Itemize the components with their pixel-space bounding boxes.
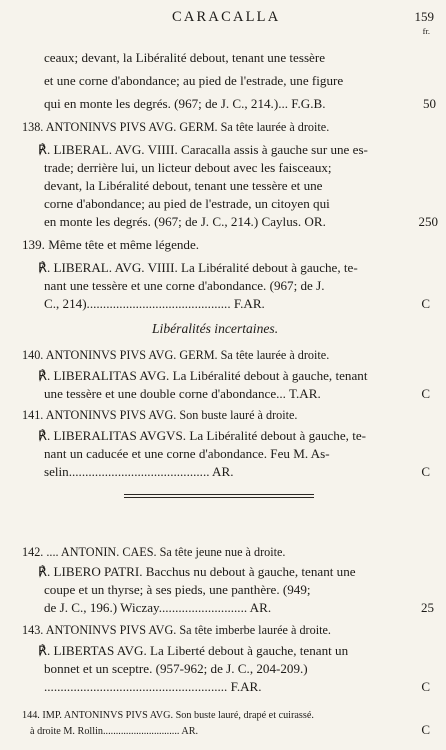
entry-heading: 144. IMP. ANTONINVS PIVS AVG. Son buste lauré, drapé et cuirassé. — [22, 710, 314, 721]
rarity-value: C — [421, 464, 430, 479]
entry-text-line: ceaux; devant, la Libéralité debout, tenant une tessère — [44, 50, 326, 65]
entry-text-line: bonnet et un sceptre. (957-962; de J. C., 204-209.) — [44, 661, 308, 676]
reverse-line: ℟. LIBERAL. AVG. VIIII. Caracalla assis à gauche sur une es- — [38, 142, 368, 157]
entry-text-line: en monte les degrés. (967; de J. C., 214.) Caylus. OR. — [44, 214, 326, 229]
entry-heading: 139. Même tête et même légende. — [22, 237, 200, 252]
entry-text-line: corne d'abondance; au pied de l'estrade, un citoyen qui — [44, 196, 330, 211]
entry-text-line: à droite M. Rollin.............................. AR. — [30, 726, 199, 737]
entry-text-line: une tessère et une double corne d'abondance... T.AR. — [44, 386, 321, 401]
entry-text-line: de J. C., 196.) Wiczay........................... AR. — [44, 600, 272, 615]
page-number: 159 — [414, 9, 434, 24]
rarity-value: C — [421, 296, 430, 311]
entry-heading: 141. ANTONINVS PIVS AVG. Son buste lauré à droite. — [22, 408, 298, 422]
rarity-value: C — [421, 386, 430, 401]
entry-text-line: et une corne d'abondance; au pied de l'estrade, une figure — [44, 73, 344, 88]
price-value: 250 — [418, 214, 438, 229]
entry-text-line: devant, la Libéralité debout, tenant une tessère et une — [44, 178, 323, 193]
price-value: 25 — [421, 600, 434, 615]
reverse-line: ℟. LIBERALITAS AVG. La Libéralité debout à gauche, tenant — [38, 368, 368, 383]
reverse-line: ℟. LIBERTAS AVG. La Liberté debout à gauche, tenant un — [38, 643, 349, 658]
rarity-value: C — [421, 722, 430, 737]
section-separator — [124, 494, 314, 498]
entry-text-line: trade; derrière lui, un licteur debout avec les faisceaux; — [44, 160, 332, 175]
entry-text-line: nant une tessère et une corne d'abondance. (967; de J. — [44, 278, 325, 293]
entry-text-line: nant un caducée et une corne d'abondance. Feu M. As- — [44, 446, 330, 461]
entry-heading: 142. .... ANTONIN. CAES. Sa tête jeune nue à droite. — [22, 545, 286, 559]
unit-label: fr. — [422, 26, 430, 36]
entry-text-line: C., 214)............................................ F.AR. — [44, 296, 265, 311]
entry-text-line: coupe et un thyrse; à ses pieds, une panthère. (949; — [44, 582, 311, 597]
entry-heading: 140. ANTONINVS PIVS AVG. GERM. Sa tête laurée à droite. — [22, 348, 330, 362]
entry-text-line: ........................................................ F.AR. — [44, 679, 262, 694]
running-title: CARACALLA — [172, 9, 281, 25]
rarity-value: C — [421, 679, 430, 694]
reverse-line: ℟. LIBERO PATRI. Bacchus nu debout à gauche, tenant une — [38, 564, 356, 579]
reverse-line: ℟. LIBERALITAS AVGVS. La Libéralité debout à gauche, te- — [38, 428, 367, 443]
entry-text-line: selin........................................... AR. — [44, 464, 234, 479]
reverse-line: ℟. LIBERAL. AVG. VIIII. La Libéralité debout à gauche, te- — [38, 260, 358, 275]
entry-text-line: qui en monte les degrés. (967; de J. C., 214.)... F.G.B. — [44, 96, 326, 111]
section-heading: Libéralités incertaines. — [152, 321, 279, 336]
price-value: 50 — [423, 96, 436, 111]
entry-heading: 143. ANTONINVS PIVS AVG. Sa tête imberbe laurée à droite. — [22, 623, 331, 637]
entry-heading: 138. ANTONINVS PIVS AVG. GERM. Sa tête laurée à droite. — [22, 120, 330, 134]
